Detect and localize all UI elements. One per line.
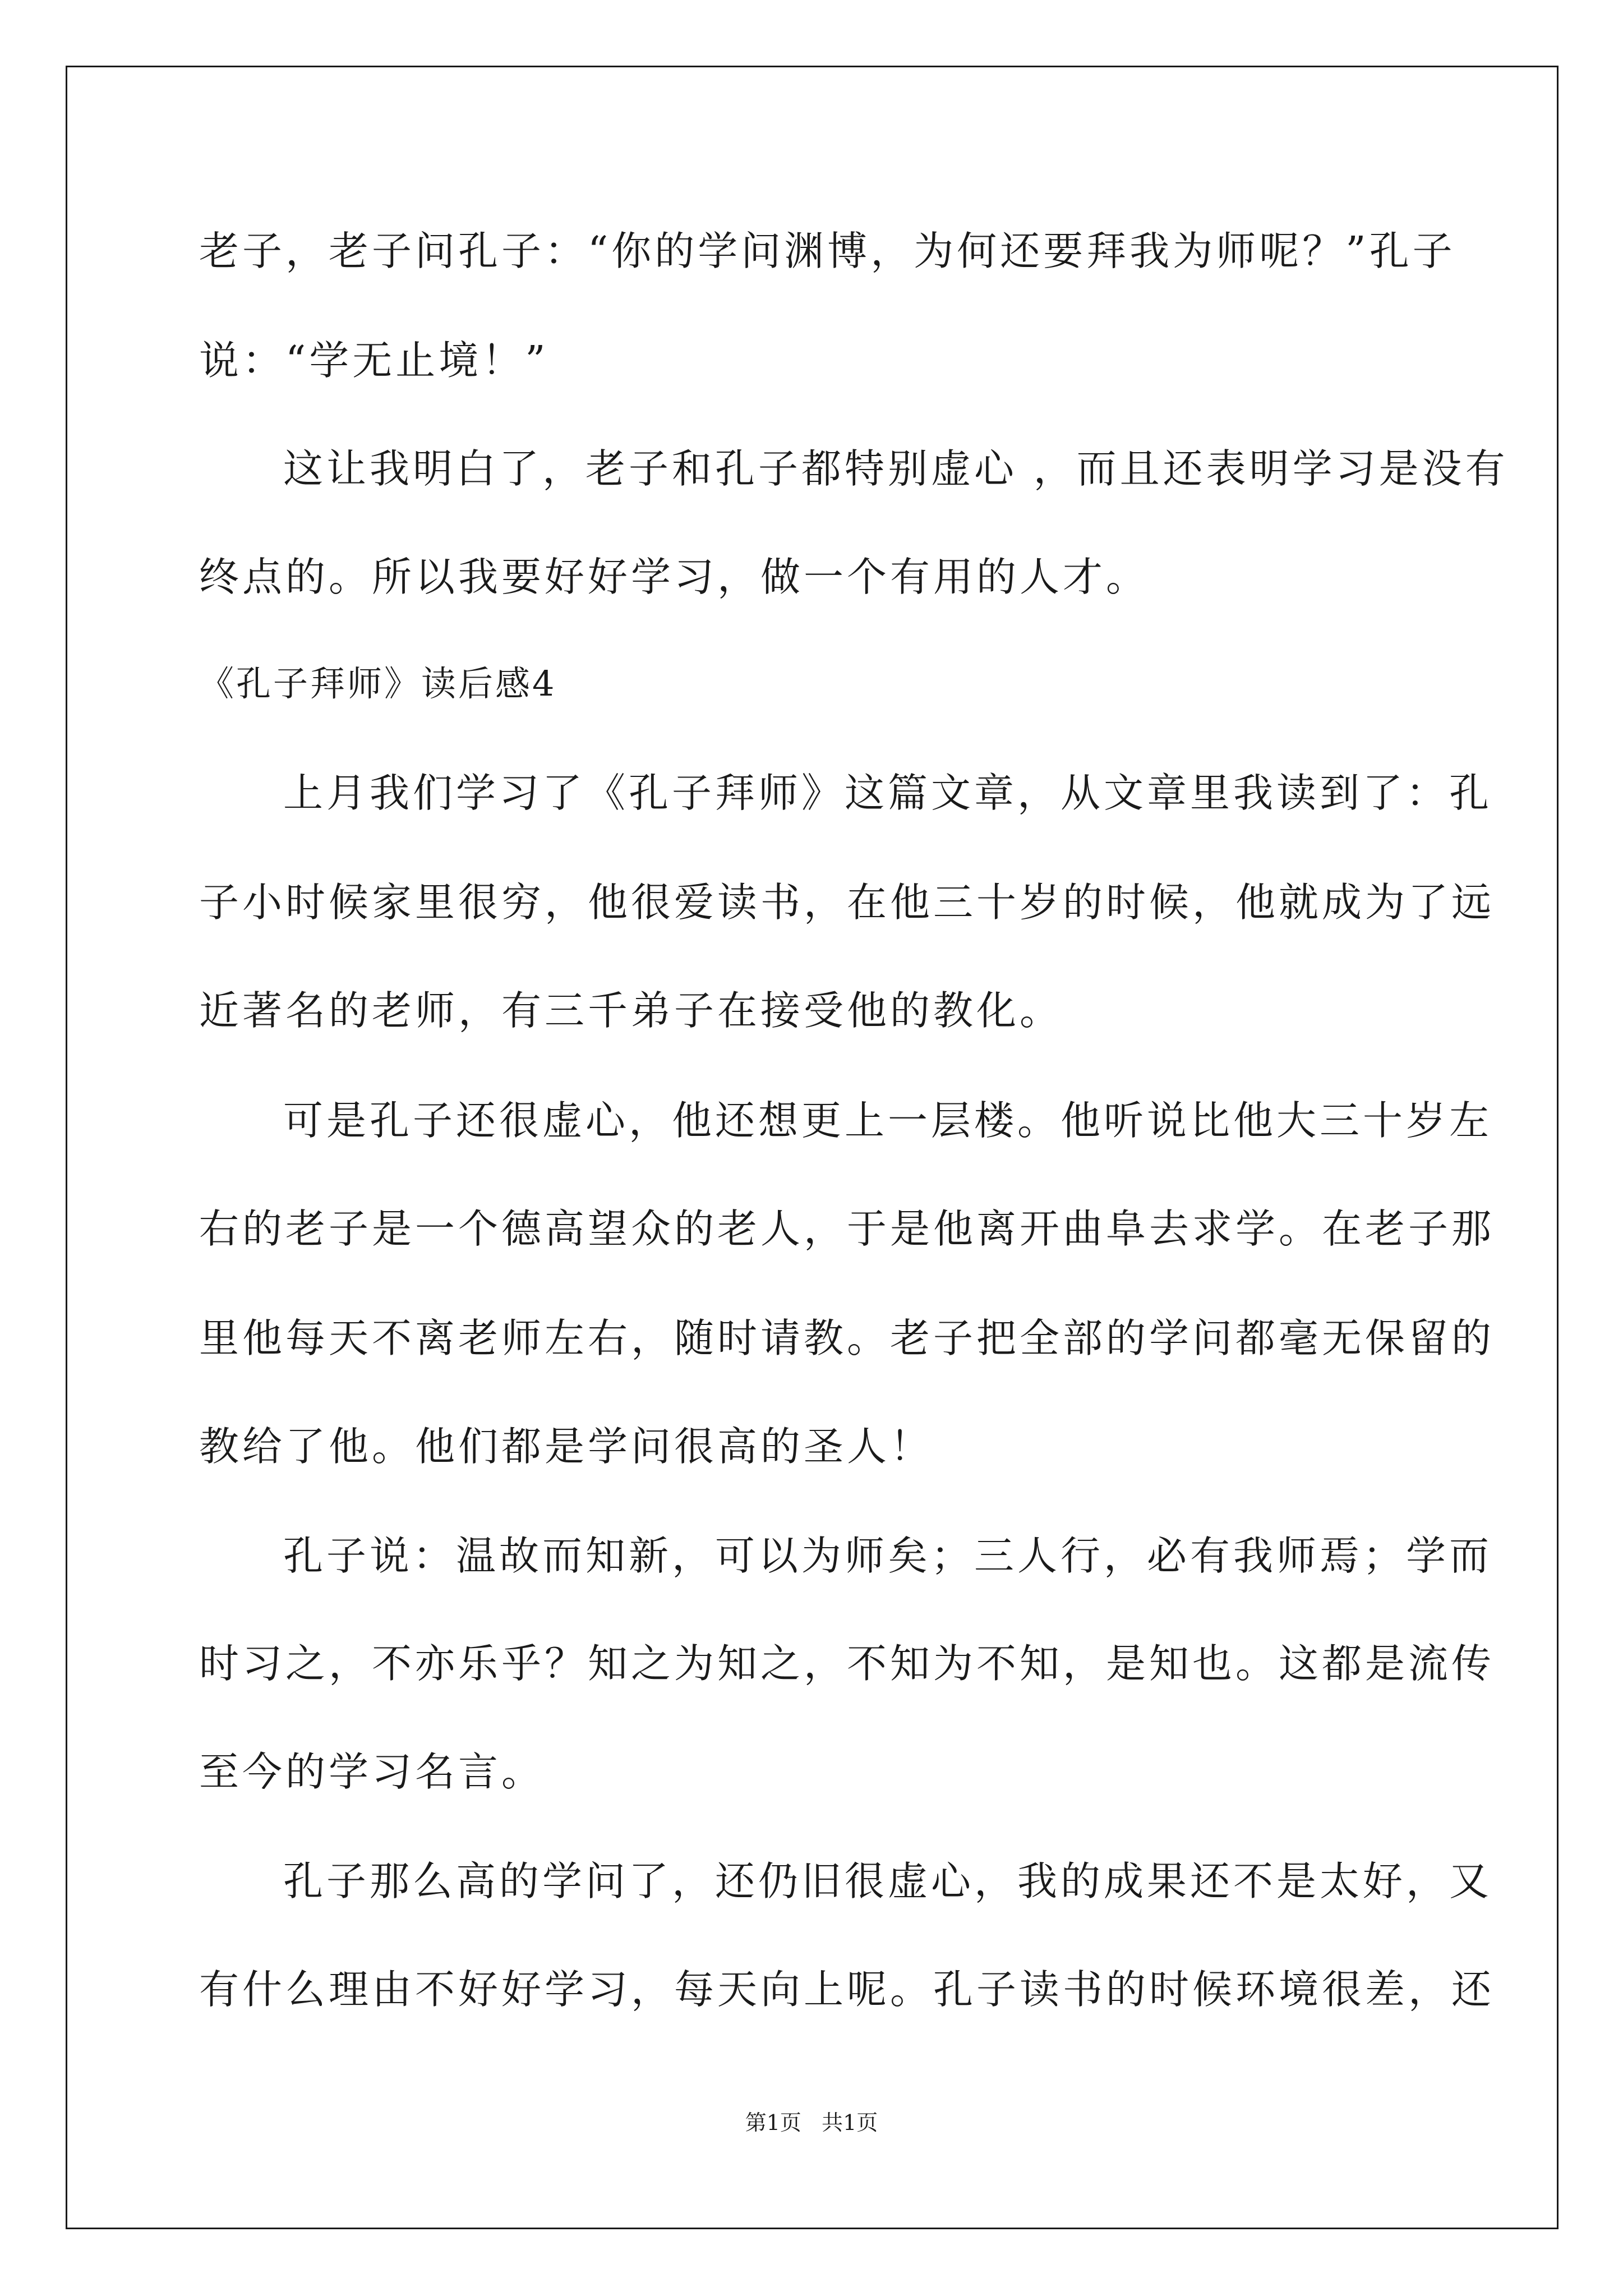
- text-line: 时习之，不亦乐乎？知之为知之，不知为不知，是知也。这都是流传: [199, 1640, 1495, 1687]
- page-border: [66, 66, 1559, 2229]
- text-line: 至今的学习名言。: [199, 1749, 545, 1795]
- text-line: 孔子说：温故而知新，可以为师矣；三人行，必有我师焉；学而: [283, 1533, 1493, 1579]
- text-line: 孔子那么高的学问了，还仍旧很虚心，我的成果还不是太好，又: [283, 1858, 1493, 1904]
- section-heading: 《孔子拜师》读后感4: [199, 663, 557, 704]
- text-line: 这让我明白了，老子和孔子都特别虚心 ，而且还表明学习是没有: [283, 445, 1509, 492]
- text-line: 上月我们学习了《孔子拜师》这篇文章，从文章里我读到了：孔: [283, 770, 1493, 816]
- text-line: 老子，老子问孔子：“你的学问渊博，为何还要拜我为师呢？”孔子: [199, 228, 1456, 274]
- text-line: 近著名的老师，有三千弟子在接受他的教化。: [199, 987, 1063, 1034]
- text-line: 可是孔子还很虚心，他还想更上一层楼。他听说比他大三十岁左: [283, 1097, 1493, 1144]
- text-line: 右的老子是一个德高望众的老人，于是他离开曲阜去求学。在老子那: [199, 1205, 1495, 1252]
- text-line: 有什么理由不好好学习，每天向上呢。孔子读书的时候环境很差，还: [199, 1966, 1495, 2013]
- text-line: 说：“学无止境！”: [199, 337, 549, 384]
- text-line: 子小时候家里很穷，他很爱读书，在他三十岁的时候，他就成为了远: [199, 879, 1495, 926]
- text-line: 里他每天不离老师左右，随时请教。老子把全部的学问都毫无保留的: [199, 1315, 1495, 1361]
- text-line: 教给了他。他们都是学问很高的圣人！: [199, 1423, 934, 1470]
- page-footer: 第1页 共1页: [745, 2110, 878, 2135]
- text-line: 终点的。所以我要好好学习，做一个有用的人才。: [199, 554, 1150, 600]
